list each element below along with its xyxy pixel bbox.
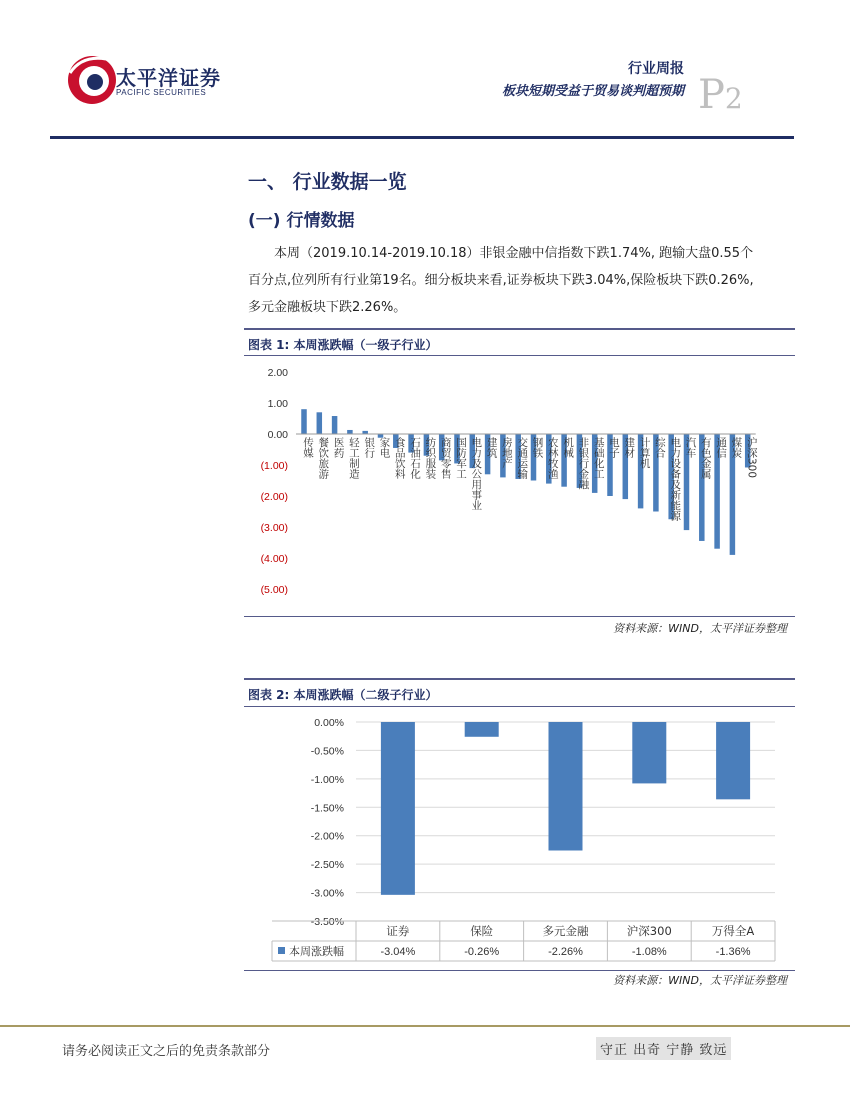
section-title: 一、 行业数据一览 — [248, 171, 407, 193]
x-tick-label: 综合 — [653, 437, 666, 458]
x-category-label: 万得全A — [711, 924, 755, 938]
x-tick-label: 医药 — [332, 437, 345, 458]
x-tick-label: 电力设备及新能源 — [669, 437, 682, 521]
x-tick-label: 电力及公用事业 — [470, 437, 483, 511]
figure-1-top-rule — [244, 328, 795, 330]
figure-1-title: 图表 1: 本周涨跌幅（一级子行业） — [248, 338, 438, 352]
page-digit: 2 — [724, 82, 743, 115]
x-tick-label: 有色金属 — [699, 437, 712, 479]
x-tick-label: 建筑 — [485, 437, 498, 458]
y-tick-label: 1.00 — [267, 398, 288, 410]
bar — [716, 722, 750, 799]
x-tick-label: 商贸零售 — [439, 437, 452, 479]
x-tick-label: 沪深300 — [745, 437, 758, 479]
footer-motto: 守正 出奇 宁静 致远 — [596, 1037, 731, 1060]
x-tick-label: 计算机 — [638, 437, 651, 469]
bar — [381, 722, 415, 895]
logo-english-name: PACIFIC SECURITIES — [116, 88, 207, 97]
data-label: -2.26% — [548, 946, 583, 958]
y-tick-label: -1.00% — [310, 773, 344, 786]
figure-2 — [244, 678, 795, 990]
y-tick-label: 0.00% — [314, 717, 344, 729]
x-tick-label: 食品饮料 — [393, 437, 406, 479]
paragraph-line: 百分点,位列所有行业第19名。细分板块来看,证券板块下跌3.04%,保险板块下跌0.26%, — [248, 273, 754, 288]
x-tick-label: 建材 — [623, 437, 636, 458]
figure-2-bar-chart — [244, 708, 795, 970]
bar — [317, 412, 323, 434]
data-label: -0.26% — [464, 946, 500, 958]
y-tick-label: -3.50% — [310, 916, 344, 928]
x-tick-label: 汽车 — [684, 437, 697, 458]
x-tick-label: 基础化工 — [592, 437, 605, 479]
y-tick-label: (2.00) — [260, 491, 288, 503]
x-tick-label: 房地产 — [500, 437, 513, 469]
figure-1-bottom-rule — [244, 616, 795, 617]
x-tick-label: 农林牧渔 — [546, 437, 559, 479]
x-category-label: 证券 — [386, 924, 410, 938]
x-tick-label: 煤炭 — [730, 437, 743, 458]
paragraph-line: 多元金融板块下跌2.26%。 — [248, 300, 407, 315]
x-tick-label: 通信 — [715, 437, 728, 458]
x-tick-label: 传媒 — [302, 437, 314, 458]
y-tick-label: (4.00) — [260, 553, 288, 565]
figure-1 — [244, 328, 795, 638]
y-tick-label: 2.00 — [267, 367, 288, 379]
data-label: -3.04% — [380, 946, 416, 958]
y-tick-label: (5.00) — [260, 584, 288, 596]
x-tick-label: 餐饮旅游 — [317, 437, 330, 479]
figure-2-title: 图表 2: 本周涨跌幅（二级子行业） — [248, 688, 438, 702]
y-tick-label: -2.50% — [310, 859, 344, 872]
bar — [332, 416, 338, 434]
page-letter: P — [698, 72, 725, 118]
x-tick-label: 轻工制造 — [347, 437, 360, 479]
x-tick-label: 银行 — [363, 437, 376, 458]
y-tick-label: 0.00 — [267, 429, 288, 441]
y-tick-label: -3.00% — [310, 887, 344, 900]
x-tick-label: 电子 — [608, 437, 620, 458]
y-tick-label: -2.00% — [310, 830, 344, 843]
x-tick-label: 石油石化 — [409, 437, 422, 479]
bar — [549, 722, 583, 850]
report-title: 板块短期受益于贸易谈判超预期 — [501, 84, 684, 99]
data-label: -1.08% — [631, 946, 667, 958]
legend-label: 本周涨跌幅 — [289, 945, 344, 958]
bar — [632, 722, 666, 783]
page-number — [698, 72, 743, 118]
x-category-label: 保险 — [470, 924, 494, 938]
report-type: 行业周报 — [628, 61, 684, 77]
x-tick-label: 家电 — [378, 437, 391, 458]
x-tick-label: 钢铁 — [531, 437, 544, 458]
figure-1-title-rule — [244, 355, 795, 356]
x-tick-label: 交通运输 — [516, 437, 529, 479]
logo-chinese-name: 太平洋证券 — [116, 66, 221, 90]
figure-1-bar-chart — [244, 358, 795, 614]
figure-2-source: 资料来源：WIND，太平洋证券整理 — [613, 974, 787, 987]
subsection-title: (一) 行情数据 — [248, 211, 355, 231]
x-tick-label: 纺织服装 — [424, 437, 437, 479]
footer-disclaimer: 请务必阅读正文之后的免责条款部分 — [62, 1044, 271, 1059]
bar — [465, 722, 499, 737]
y-tick-label: -0.50% — [310, 745, 344, 758]
footer-divider — [0, 1025, 850, 1027]
figure-2-top-rule — [244, 678, 795, 680]
x-tick-label: 非银行金融 — [577, 437, 590, 490]
figure-2-bottom-rule — [244, 970, 795, 971]
y-tick-label: (3.00) — [260, 522, 288, 534]
figure-2-title-rule — [244, 706, 795, 707]
bar — [347, 430, 353, 434]
x-category-label: 多元金融 — [542, 924, 589, 938]
y-tick-label: (1.00) — [260, 460, 288, 472]
market-summary-paragraph — [248, 240, 796, 321]
data-label: -1.36% — [715, 946, 751, 958]
x-category-label: 沪深300 — [626, 924, 672, 938]
header-divider — [50, 136, 794, 139]
x-tick-label: 机械 — [562, 437, 575, 458]
figure-1-source: 资料来源：WIND，太平洋证券整理 — [613, 622, 787, 635]
paragraph-line: 本周（2019.10.14-2019.10.18）非银金融中信指数下跌1.74%, 跑输大盘0.55个 — [274, 246, 754, 261]
y-tick-label: -1.50% — [310, 802, 344, 815]
legend-swatch — [278, 947, 285, 954]
x-tick-label: 国防军工 — [455, 437, 467, 479]
bar — [301, 409, 307, 434]
